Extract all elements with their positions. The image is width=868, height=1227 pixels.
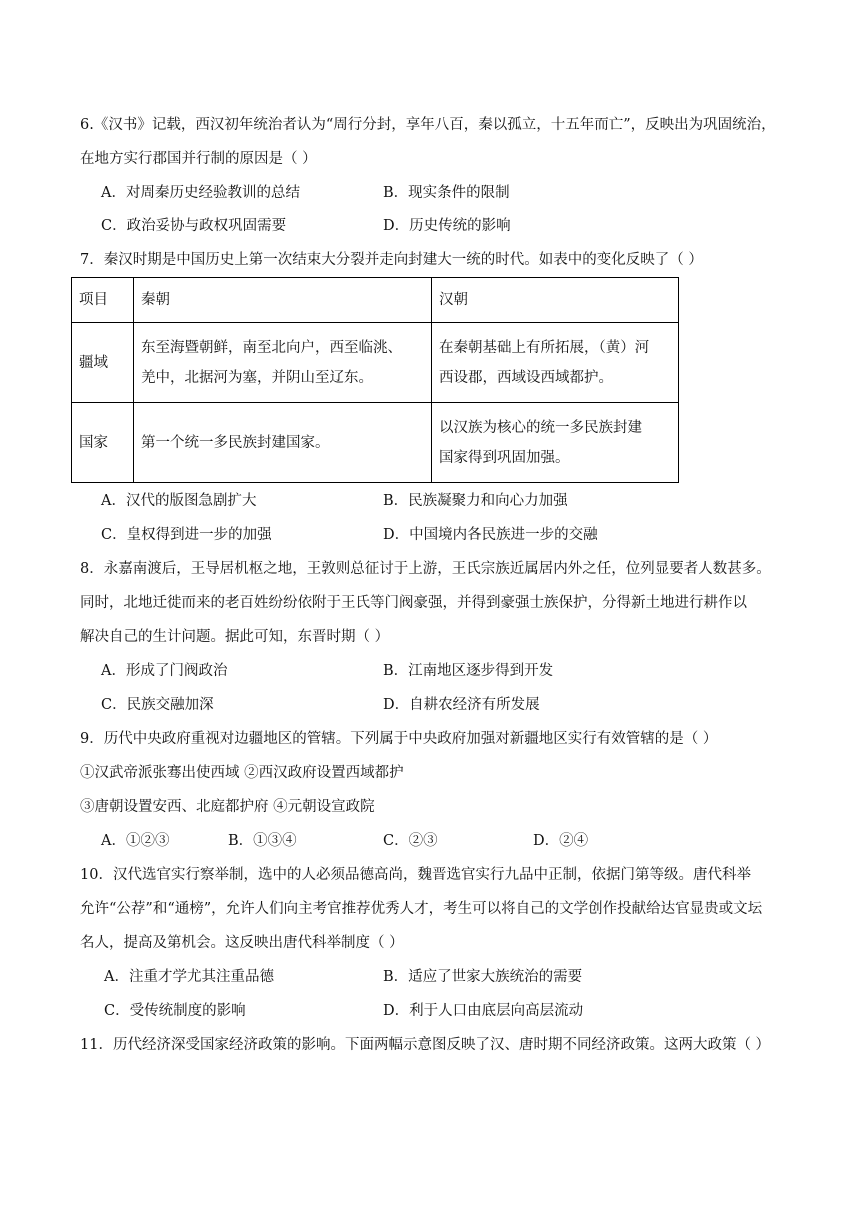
q10-option-b: B．适应了世家大族统治的需要 <box>383 969 583 985</box>
q9-option-a: A．①②③ <box>101 833 170 849</box>
q7-stem-line1: 7．秦汉时期是中国历史上第一次结束大分裂并走向封建大一统的时代。如表中的变化反映了（ ） <box>80 252 703 268</box>
q9-option-c: C．②③ <box>383 833 438 849</box>
q8-stem-line2: 同时，北地迁徙而来的老百姓纷纷依附于王氏等门阀豪强，并得到豪强士族保护，分得新土地进行耕作以 <box>80 595 747 611</box>
q10-stem-line3: 名人，提高及第机会。这反映出唐代科举制度（ ） <box>80 935 404 951</box>
table-cell-han <box>432 323 679 403</box>
table-cell-line: 以汉族为核心的统一多民族封建 <box>439 419 642 436</box>
table-header-item: 项目 <box>72 278 134 323</box>
q8-option-c: C．民族交融加深 <box>101 697 214 713</box>
table-cell-line: 第一个统一多民族封建国家。 <box>141 434 330 451</box>
q6-stem-line1: 6.《汉书》记载，西汉初年统治者认为“周行分封，享年八百，秦以孤立，十五年而亡”，反映出为巩固统治， <box>80 117 776 133</box>
q9-option-d: D．②④ <box>533 833 589 849</box>
q6-option-b: B．现实条件的限制 <box>383 185 510 201</box>
q11-stem-line1: 11．历代经济深受国家经济政策的影响。下面两幅示意图反映了汉、唐时期不同经济政策。这两大政策（ ） <box>80 1037 771 1053</box>
q9-statements-line2: ③唐朝设置安西、北庭都护府 ④元朝设宣政院 <box>80 799 375 815</box>
table-cell-line: 在秦朝基础上有所拓展，（黄）河 <box>439 339 650 356</box>
q7-option-c: C．皇权得到进一步的加强 <box>101 527 272 543</box>
q10-stem-line2: 允许“公荐”和“通榜”，允许人们向主考官推荐优秀人才，考生可以将自己的文学创作投献给达官显贵或文坛 <box>80 901 763 917</box>
table-row <box>72 403 679 483</box>
table-cell-item: 疆域 <box>72 323 134 403</box>
q6-option-d: D．历史传统的影响 <box>383 218 511 234</box>
q7-option-a: A．汉代的版图急剧扩大 <box>101 493 257 509</box>
q6-option-a: A．对周秦历史经验教训的总结 <box>101 185 300 201</box>
q8-option-b: B．江南地区逐步得到开发 <box>383 663 554 679</box>
q10-option-c: C．受传统制度的影响 <box>104 1003 246 1019</box>
q10-option-a: A．注重才学尤其注重品德 <box>104 969 274 985</box>
table-cell-line: 国家得到巩固加强。 <box>439 449 570 466</box>
q10-stem-line1: 10．汉代选官实行察举制，选中的人必须品德高尚，魏晋选官实行九品中正制，依据门第等级。唐代科举 <box>80 867 751 883</box>
table-cell-line: 西设郡，西域设西域都护。 <box>439 369 613 386</box>
q8-stem-line3: 解决自己的生计问题。据此可知，东晋时期（ ） <box>80 629 390 645</box>
table-cell-han <box>432 403 679 483</box>
table-cell-item: 国家 <box>72 403 134 483</box>
q7-option-d: D．中国境内各民族进一步的交融 <box>383 527 598 543</box>
q9-stem-line1: 9．历代中央政府重视对边疆地区的管辖。下列属于中央政府加强对新疆地区实行有效管辖的是（ ） <box>80 731 718 747</box>
q8-stem-line1: 8．永嘉南渡后，王导居机枢之地，王敦则总征讨于上游，王氏宗族近属居内外之任，位列显要者人数甚多。 <box>80 561 771 577</box>
q10-option-d: D．利于人口由底层向高层流动 <box>383 1003 584 1019</box>
q8-option-a: A．形成了门阀政治 <box>101 663 228 679</box>
q9-statements-line1: ①汉武帝派张骞出使西域 ②西汉政府设置西域都护 <box>80 765 404 781</box>
table-header-row <box>72 278 679 323</box>
q7-comparison-table <box>71 277 679 483</box>
q6-stem-line2: 在地方实行郡国并行制的原因是（ ） <box>80 151 317 167</box>
q8-option-d: D．自耕农经济有所发展 <box>383 697 540 713</box>
table-header-han: 汉朝 <box>432 278 679 323</box>
table-cell-qin <box>134 323 432 403</box>
table-row <box>72 323 679 403</box>
table-header-qin: 秦朝 <box>134 278 432 323</box>
q9-option-b: B．①③④ <box>228 833 297 849</box>
q6-option-c: C．政治妥协与政权巩固需要 <box>101 218 287 234</box>
table-cell-line: 东至海暨朝鲜，南至北向户，西至临洮、 <box>141 339 402 356</box>
table-cell-qin <box>134 403 432 483</box>
table-cell-line: 羌中，北据河为塞，并阴山至辽东。 <box>141 369 373 386</box>
q7-option-b: B．民族凝聚力和向心力加强 <box>383 493 568 509</box>
